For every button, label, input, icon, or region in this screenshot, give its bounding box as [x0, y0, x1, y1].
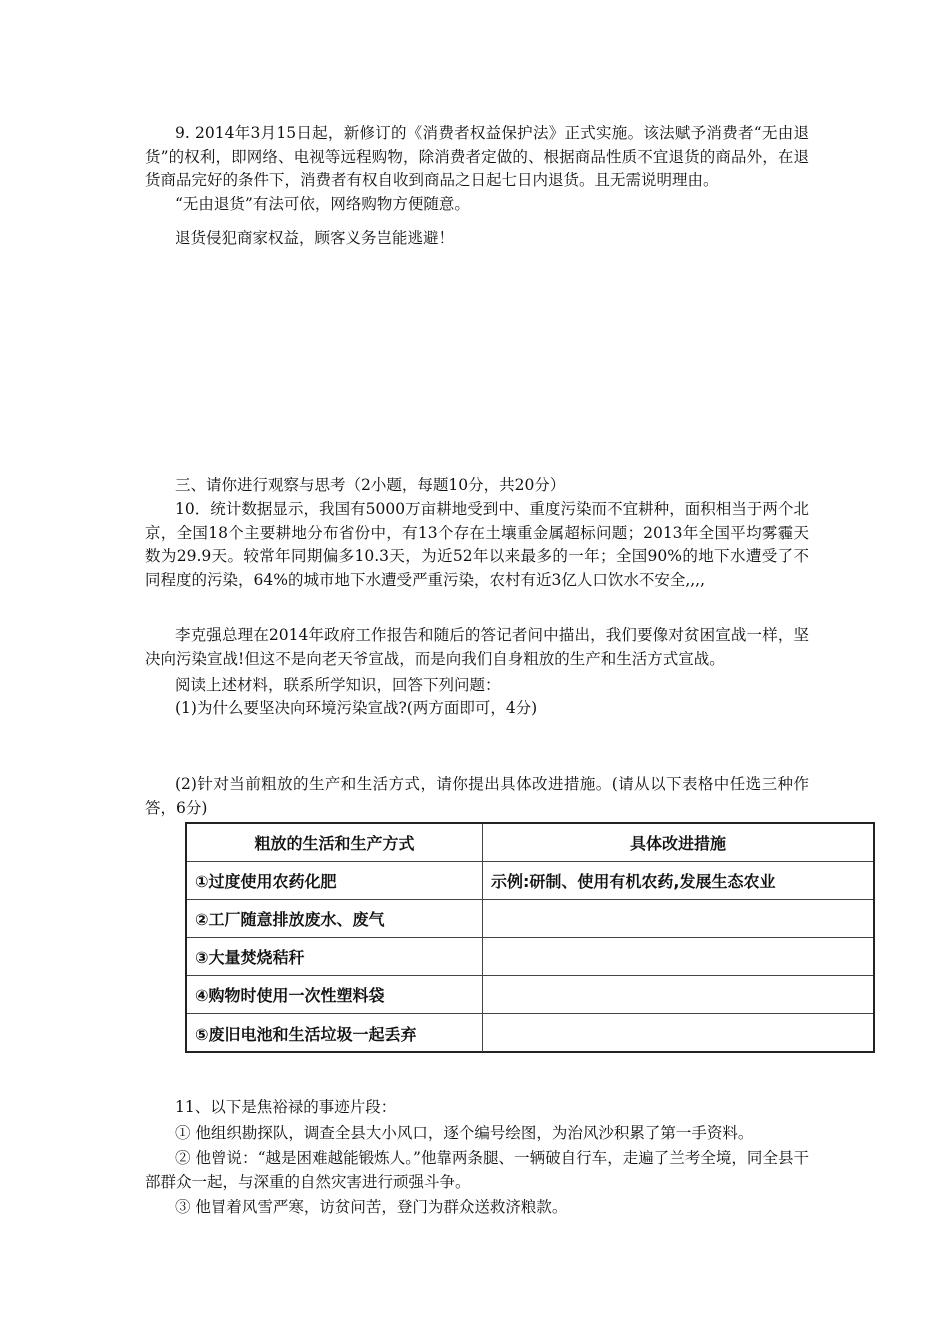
question-10-instruction: 阅读上述材料，联系所学知识，回答下列问题：	[175, 676, 501, 694]
question-10-material: 10．统计数据显示，我国有5000万亩耕地受到中、重度污染而不宜耕种，面积相当于两个北京，全国18个主要耕地分布省份中，有13个存在土壤重金属超标问题；2013年全国平均雾霾天数为29.9天。较常年同期偏多10.3天，为近52年以来最多的一年；全国90%的地下水遭受了不同程度的污染，64%的城市地下水遭受严重污染，农村有近3亿人口饮水不安全,,,,	[145, 500, 809, 589]
table-cell-practice: ⑤废旧电池和生活垃圾一起丢弃	[187, 1014, 483, 1052]
table-row	[187, 938, 873, 976]
measures-table	[185, 822, 875, 1053]
table-cell-measure	[483, 938, 881, 975]
question-9-view-1: “无由退货”有法可依，网络购物方便随意。	[175, 195, 470, 213]
table-row	[187, 976, 873, 1014]
question-10-sub-2: (2)针对当前粗放的生产和生活方式，请你提出具体改进措施。(请从以下表格中任选三种作答，6分)	[145, 775, 809, 817]
table-row	[187, 862, 873, 900]
table-cell-practice: ②工厂随意排放废水、废气	[187, 900, 483, 937]
question-10-sub-1: (1)为什么要坚决向环境污染宣战?(两方面即可，4分)	[175, 699, 538, 717]
question-10-premier-quote: 李克强总理在2014年政府工作报告和随后的答记者问中描出，我们要像对贫困宣战一样，坚决向污染宣战!但这不是向老天爷宣战，而是向我们自身粗放的生产和生活方式宣战。	[145, 626, 809, 668]
table-header-left: 粗放的生活和生产方式	[187, 824, 483, 861]
table-header-row	[187, 824, 873, 862]
question-11-item-3: ③ 他冒着风雪严寒，访贫问苦，登门为群众送救济粮款。	[175, 1198, 568, 1216]
table-row	[187, 900, 873, 938]
question-11-item-2: ② 他曾说：“越是困难越能锻炼人。”他靠两条腿、一辆破自行车，走遍了兰考全境，同全县干部群众一起，与深重的自然灾害进行顽强斗争。	[145, 1149, 809, 1191]
table-cell-measure	[483, 976, 881, 1013]
question-11-intro: 11、以下是焦裕禄的事迹片段：	[175, 1098, 397, 1116]
section-3-heading: 三、请你进行观察与思考（2小题，每题10分，共20分）	[175, 476, 566, 494]
table-cell-practice: ①过度使用农药化肥	[187, 862, 483, 899]
table-row	[187, 1014, 873, 1052]
question-9-text: 9. 2014年3月15日起，新修订的《消费者权益保护法》正式实施。该法赋予消费者“无由退货”的权利，即网络、电视等远程购物，除消费者定做的、根据商品性质不宜退货的商品外，在退货商品完好的条件下，消费者有权自收到商品之日起七日内退货。且无需说明理由。	[145, 124, 809, 189]
table-cell-practice: ③大量焚烧秸秆	[187, 938, 483, 975]
table-cell-measure: 示例:研制、使用有机农药,发展生态农业	[491, 872, 776, 891]
table-header-right: 具体改进措施	[629, 834, 726, 853]
question-9-view-2: 退货侵犯商家权益，顾客义务岂能逃避！	[175, 229, 455, 247]
table-cell-measure	[483, 900, 881, 937]
question-11-item-1: ① 他组织勘探队，调查全县大小风口，逐个编号绘图，为治风沙积累了第一手资料。	[175, 1124, 754, 1142]
table-cell-measure	[483, 1014, 881, 1052]
table-cell-practice: ④购物时使用一次性塑料袋	[187, 976, 483, 1013]
